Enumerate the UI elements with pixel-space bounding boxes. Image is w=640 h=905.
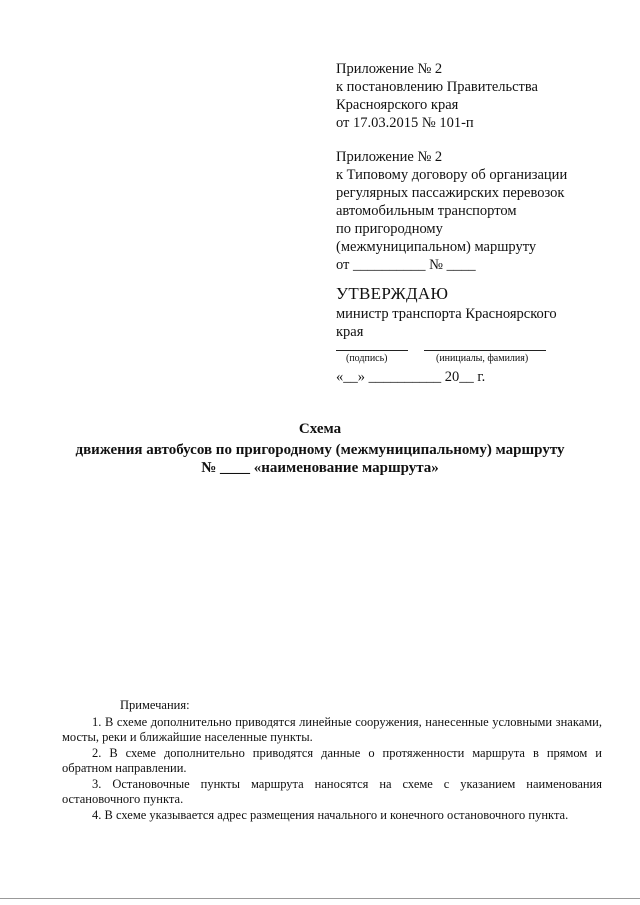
note-number: 4.: [92, 808, 102, 822]
notes-section: [62, 698, 602, 824]
appendix-header-decree: [336, 60, 538, 132]
approval-block: [336, 285, 557, 341]
appendix2-line: регулярных пассажирских перевозок: [336, 185, 565, 201]
signature-label: (подпись): [346, 353, 388, 364]
appendix2-line: по пригородному: [336, 221, 443, 237]
note-text: Остановочные пункты маршрута наносятся на схеме с указанием наименования остановочного пункта.: [62, 777, 602, 806]
signature-line: [336, 350, 408, 351]
approval-date-line: «__» __________ 20__ г.: [336, 369, 486, 385]
note-text: В схеме дополнительно приводятся данные о протяженности маршрута в прямом и обратном направлении.: [62, 746, 602, 775]
note-number: 3.: [92, 777, 102, 791]
appendix2-line: от __________ № ____: [336, 257, 476, 273]
appendix1-line: от 17.03.2015 № 101-п: [336, 115, 474, 131]
notes-title: Примечания:: [120, 698, 190, 712]
scheme-title: Схема: [298, 421, 342, 437]
scheme-route-line: № ____ «наименование маршрута»: [201, 460, 439, 476]
note-text: В схеме указывается адрес размещения начального и конечного остановочного пункта.: [104, 808, 569, 822]
approval-title: УТВЕРЖДАЮ: [336, 284, 449, 303]
appendix1-line: к постановлению Правительства: [336, 79, 538, 95]
note-number: 2.: [92, 746, 102, 760]
note-item: [62, 715, 602, 745]
appendix2-line: Приложение № 2: [336, 149, 443, 165]
appendix1-line: Красноярского края: [336, 97, 459, 113]
note-text: В схеме дополнительно приводятся линейные сооружения, нанесенные условными знаками, мосты, реки и ближайшие населенные пункты.: [62, 715, 602, 744]
appendix1-line: Приложение № 2: [336, 61, 443, 77]
page-bottom-rule: [0, 898, 640, 899]
note-number: 1.: [92, 715, 102, 729]
initials-line: [424, 350, 546, 351]
appendix2-line: автомобильным транспортом: [336, 203, 517, 219]
approval-position-line: министр транспорта Красноярского: [336, 306, 557, 322]
appendix2-line: к Типовому договору об организации: [336, 167, 568, 183]
note-item: [62, 746, 602, 776]
signature-area: [336, 346, 556, 406]
appendix2-line: (межмуниципальном) маршруту: [336, 239, 537, 255]
scheme-subtitle: движения автобусов по пригородному (межмуниципальному) маршруту: [75, 442, 565, 458]
appendix-header-contract: [336, 148, 567, 274]
approval-position-line: края: [336, 324, 364, 340]
note-item: [62, 808, 602, 823]
note-item: [62, 777, 602, 807]
initials-label: (инициалы, фамилия): [436, 353, 529, 364]
